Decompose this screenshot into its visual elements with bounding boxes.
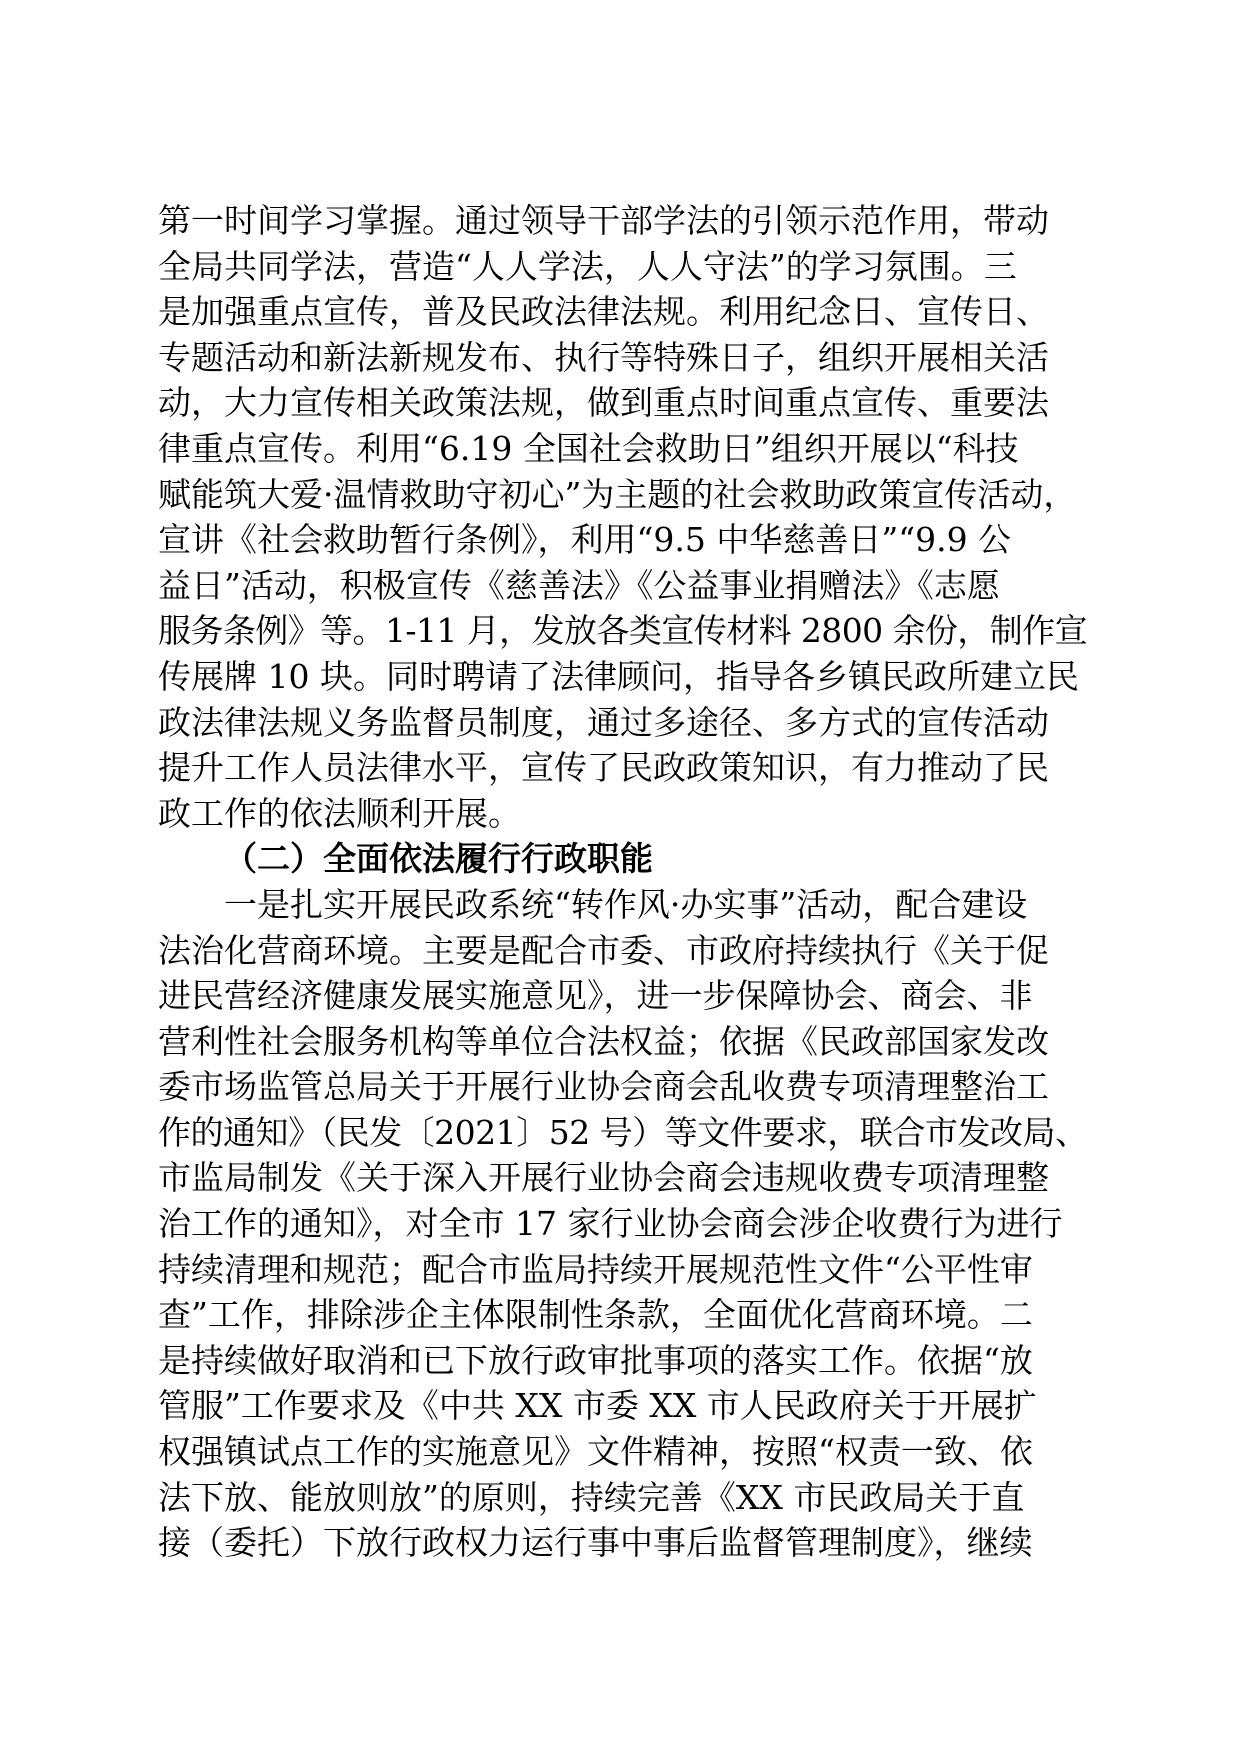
text-line: 提升工作人员法律水平，宣传了民政政策知识，有力推动了民: [158, 748, 1049, 788]
text-line: 传展牌 10 块。同时聘请了法律顾问，指导各乡镇民政所建立民: [158, 656, 1079, 696]
text-line: 宣讲《社会救助暂行条例》，利用“9.5 中华慈善日”“9.9 公: [158, 520, 1012, 560]
text-line: 全局共同学法，营造“人人学法，人人守法”的学习氛围。三: [158, 246, 1017, 286]
text-line: 政工作的依法顺利开展。: [158, 793, 521, 833]
text-line: 委市场监管总局关于开展行业协会商会乱收费专项清理整治工: [158, 1067, 1049, 1107]
text-line: 查”工作，排除涉企主体限制性条款，全面优化营商环境。二: [158, 1295, 1033, 1335]
body-text: [158, 198, 1088, 1566]
text-line: 是持续做好取消和已下放行政审批事项的落实工作。依据“放: [158, 1340, 1033, 1380]
text-line: 进民营经济健康发展实施意见》，进一步保障协会、商会、非: [158, 976, 1033, 1016]
text-line: 专题活动和新法新规发布、执行等特殊日子，组织开展相关活: [158, 337, 1049, 377]
text-line: 一是扎实开展民政系统“转作风·办实事”活动，配合建设: [224, 884, 1028, 924]
text-line: 赋能筑大爱·温情救助守初心”为主题的社会救助政策宣传活动，: [158, 474, 1077, 514]
text-line: 营利性社会服务机构等单位合法权益；依据《民政部国家发改: [158, 1021, 1049, 1061]
text-line: 市监局制发《关于深入开展行业协会商会违规收费专项清理整: [158, 1158, 1049, 1198]
text-line: 法治化营商环境。主要是配合市委、市政府持续执行《关于促: [158, 930, 1049, 970]
text-line: 服务条例》等。1-11 月，发放各类宣传材料 2800 余份，制作宣: [158, 611, 1088, 651]
text-line: 是加强重点宣传，普及民政法律法规。利用纪念日、宣传日、: [158, 292, 1049, 332]
text-line: 益日”活动，积极宣传《慈善法》《公益事业捐赠法》《志愿: [158, 565, 1000, 605]
text-line: 治工作的通知》，对全市 17 家行业协会商会涉企收费行为进行: [158, 1204, 1063, 1244]
text-line: 管服”工作要求及《中共 XX 市委 XX 市人民政府关于开展扩: [158, 1386, 1037, 1426]
text-line: 政法律法规义务监督员制度，通过多途径、多方式的宣传活动: [158, 702, 1049, 742]
text-line: 第一时间学习掌握。通过领导干部学法的引领示范作用，带动: [158, 201, 1049, 240]
text-line: 持续清理和规范；配合市监局持续开展规范性文件“公平性审: [158, 1249, 1033, 1289]
text-line: 动，大力宣传相关政策法规，做到重点时间重点宣传、重要法: [158, 383, 1049, 423]
text-line: 律重点宣传。利用“6.19 全国社会救助日”组织开展以“科技: [158, 428, 1019, 468]
text-line: 法下放、能放则放”的原则，持续完善《XX 市民政局关于直: [158, 1477, 1025, 1517]
text-line: 接（委托）下放行政权力运行事中事后监督管理制度》，继续: [158, 1523, 1033, 1563]
section-heading: （二）全面依法履行行政职能: [224, 839, 653, 879]
text-line: 权强镇试点工作的实施意见》文件精神，按照“权责一致、依: [158, 1432, 1033, 1472]
text-line: 作的通知》（民发〔2021〕52 号）等文件要求，联合市发改局、: [158, 1112, 1088, 1152]
